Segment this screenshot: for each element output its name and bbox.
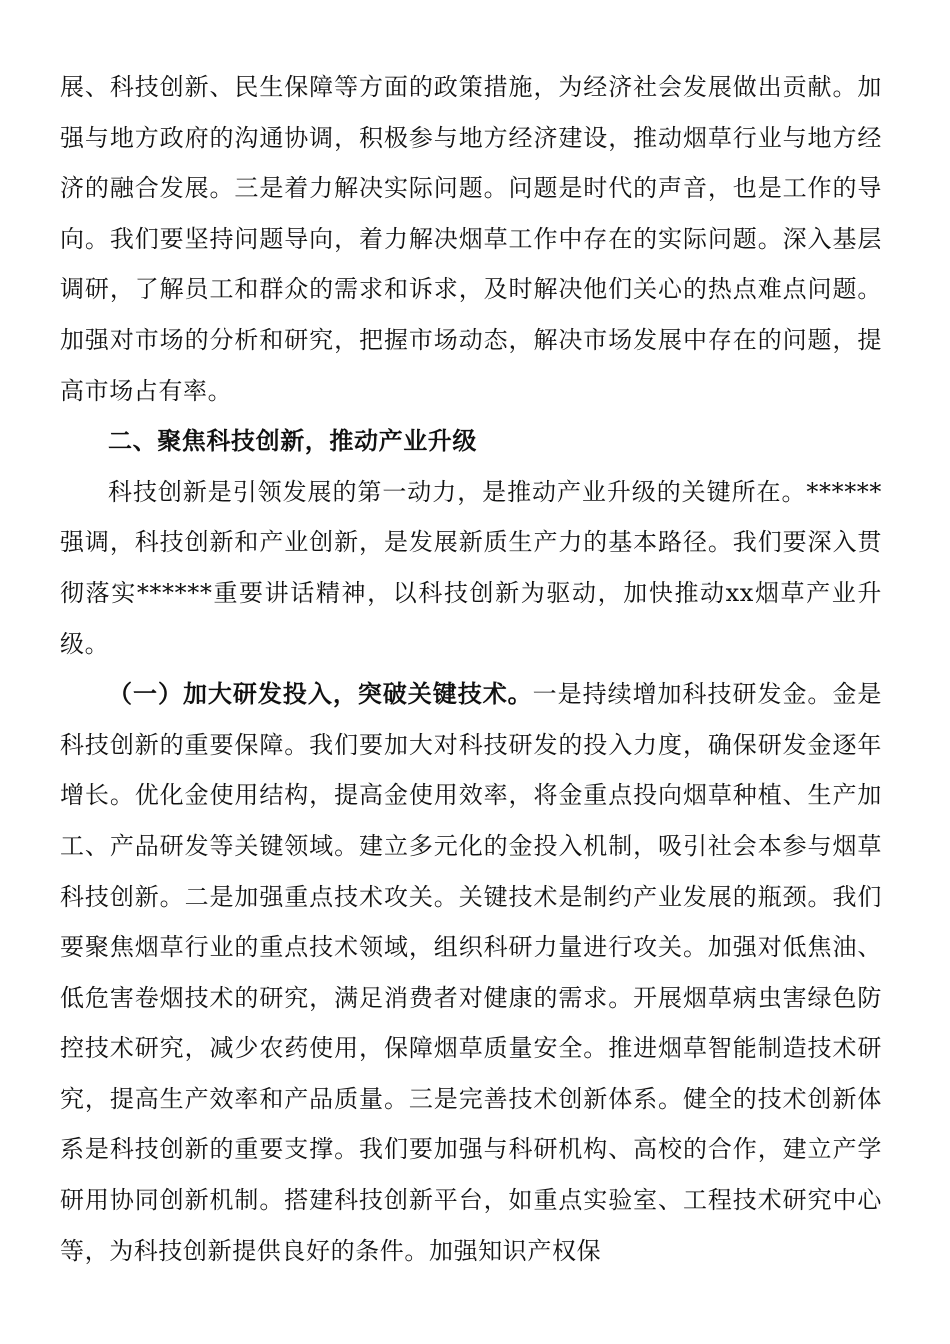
section-heading: 二、聚焦科技创新，推动产业升级 <box>108 427 477 456</box>
subsection-body: 一是持续增加科技研发金。金是科技创新的重要保障。我们要加大对科技研发的投入力度，确保研发金逐年增长。优化金使用结构，提高金使用效率，将金重点投向烟草种植、生产加工、产品研发等关键领域。建立多元化的金投入机制，吸引社会本参与烟草科技创新。二是加强重点技术攻关。关键技术是制约产业发展的瓶颈。我们要聚焦烟草行业的重点技术领域，组织科研力量进行攻关。加强对低焦油、低危害卷烟技术的研究，满足消费者对健康的需求。开展烟草病虫害绿色防控技术研究，减少农药使用，保障烟草质量安全。推进烟草智能制造技术研究，提高生产效率和产品质量。三是完善技术创新体系。健全的技术创新体系是科技创新的重要支撑。我们要加强与科研机构、高校的合作，建立产学研用协同创新机制。搭建科技创新平台，如重点实验室、工程技术研究中心等，为科技创新提供良好的条件。加强知识产权保 <box>60 680 882 1265</box>
intro-paragraph: 科技创新是引领发展的第一动力，是推动产业升级的关键所在。******强调，科技创新和产业创新，是发展新质生产力的基本路径。我们要深入贯彻落实******重要讲话精神，以科技创新为驱动，加快推动xx烟草产业升级。 <box>60 477 882 658</box>
subsection-title: （一）加大研发投入，突破关键技术。 <box>108 680 533 709</box>
subsection-paragraph <box>60 669 882 1276</box>
paragraph-continuation: 展、科技创新、民生保障等方面的政策措施，为经济社会发展做出贡献。加强与地方政府的沟通协调，积极参与地方经济建设，推动烟草行业与地方经济的融合发展。三是着力解决实际问题。问题是时代的声音，也是工作的导向。我们要坚持问题导向，着力解决烟草工作中存在的实际问题。深入基层调研，了解员工和群众的需求和诉求，及时解决他们关心的热点难点问题。加强对市场的分析和研究，把握市场动态，解决市场发展中存在的问题，提高市场占有率。 <box>60 73 882 405</box>
document-body <box>60 62 882 1276</box>
